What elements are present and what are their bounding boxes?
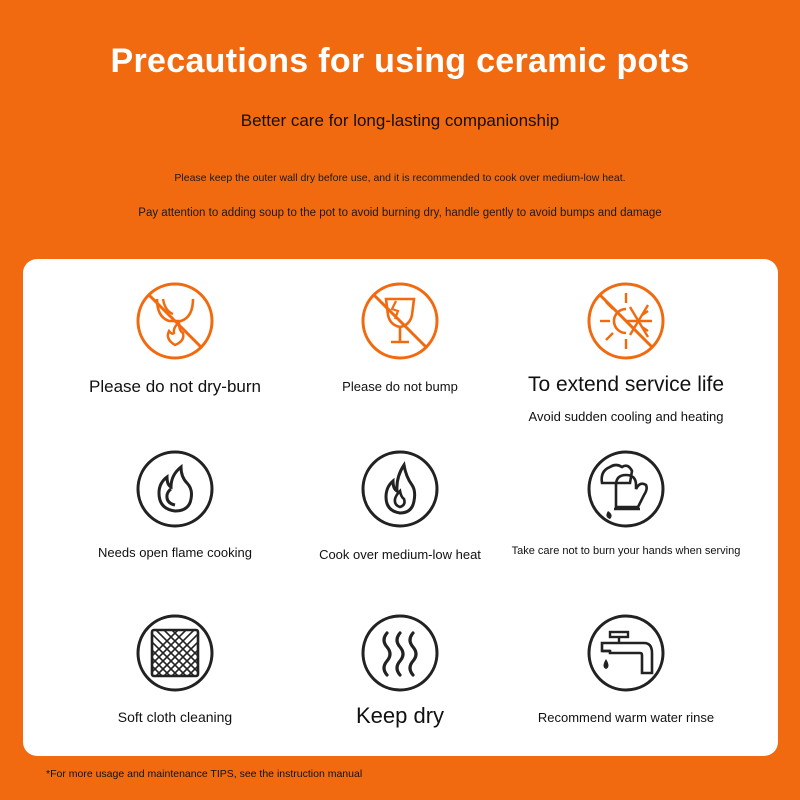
tip-label: To extend service life xyxy=(527,373,725,396)
tip-sublabel: Avoid sudden cooling and heating xyxy=(528,409,724,424)
tip-label: Take care not to burn your hands when serving xyxy=(511,545,741,557)
tip-label: Recommend warm water rinse xyxy=(537,710,715,725)
no-dry-burn-icon xyxy=(135,281,215,361)
medium-low-heat-icon xyxy=(360,449,440,529)
open-flame-icon xyxy=(135,449,215,529)
tip-label: Please do not bump xyxy=(342,379,458,394)
no-sudden-temperature-icon xyxy=(586,281,666,361)
usage-note-2: Pay attention to adding soup to the pot to avoid burning dry, handle gently to avoid bumps and damage xyxy=(138,207,662,219)
tip-label: Cook over medium-low heat xyxy=(319,547,481,562)
tip-label: Soft cloth cleaning xyxy=(117,709,233,725)
keep-dry-icon xyxy=(360,613,440,693)
precautions-card xyxy=(23,259,778,756)
footer-note: *For more usage and maintenance TIPS, see the instruction manual xyxy=(46,768,363,780)
warm-water-tap-icon xyxy=(586,613,666,693)
no-bump-icon xyxy=(360,281,440,361)
soft-cloth-icon xyxy=(135,613,215,693)
tip-label: Please do not dry-burn xyxy=(89,377,261,396)
usage-note-1: Please keep the outer wall dry before use, and it is recommended to cook over medium-low heat. xyxy=(174,172,626,184)
tip-label: Keep dry xyxy=(355,703,445,728)
page-title: Precautions for using ceramic pots xyxy=(110,42,690,80)
page-subtitle: Better care for long-lasting companionship xyxy=(240,111,560,130)
oven-mitt-icon xyxy=(586,449,666,529)
tip-label: Needs open flame cooking xyxy=(98,545,252,560)
